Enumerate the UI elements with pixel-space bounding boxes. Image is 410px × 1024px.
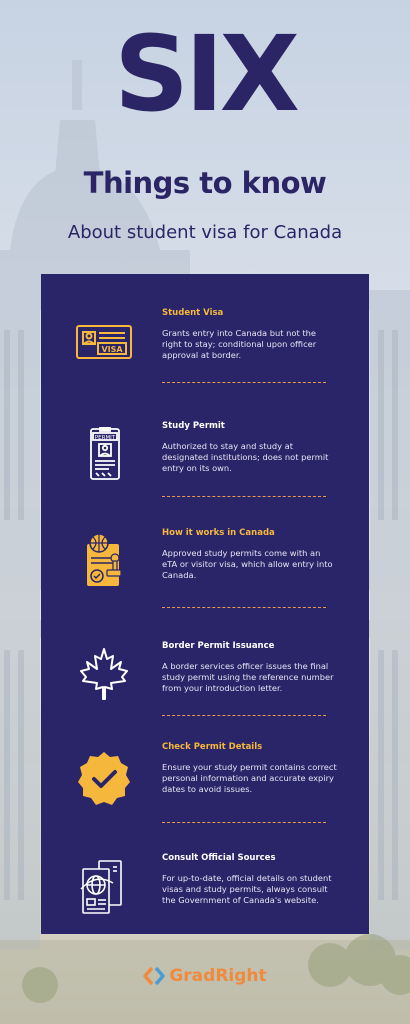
permit-card-icon [69, 427, 139, 491]
item-description: A border services officer issues the final study permit using the reference number from your introduction letter. [162, 661, 334, 694]
item-description: For up-to-date, official details on student visas and study permits, always consult the Government of Canada's website. [162, 873, 332, 906]
list-item-how-it-works [41, 528, 369, 636]
list-item-official-sources [41, 853, 369, 961]
list-item-check-permit [41, 742, 369, 850]
info-panel [41, 274, 369, 934]
item-description: Approved study permits come with an eTA or visitor visa, which allow entry into Canada. [162, 548, 333, 581]
divider [162, 382, 326, 383]
divider [162, 496, 326, 497]
gradright-logo-icon [143, 966, 165, 986]
brand-name: GradRight [169, 966, 267, 986]
visa-card-icon [69, 314, 139, 378]
verified-badge-icon [69, 748, 139, 812]
item-description: Authorized to stay and study at designated institutions; does not permit entry on its own. [162, 441, 329, 474]
divider [162, 822, 326, 823]
item-title: Check Permit Details [162, 742, 263, 752]
document-stamp-icon [69, 534, 139, 598]
headline-title: Things to know [83, 166, 327, 200]
list-item-study-permit [41, 421, 369, 529]
item-description: Ensure your study permit contains correct personal information and accurate expiry dates to avoid issues. [162, 762, 337, 795]
item-title: Consult Official Sources [162, 853, 276, 863]
item-title: Student Visa [162, 308, 224, 318]
headline-subtitle: About student visa for Canada [67, 222, 343, 243]
list-item-student-visa [41, 308, 369, 416]
divider [162, 715, 326, 716]
item-title: Study Permit [162, 421, 225, 431]
item-title: Border Permit Issuance [162, 641, 275, 651]
headline-number: SIX [114, 13, 296, 135]
globe-documents-icon [69, 859, 139, 923]
svg-text:VISA: VISA [101, 345, 123, 354]
maple-leaf-icon [69, 647, 139, 711]
brand-logo [0, 966, 410, 990]
list-item-border-permit [41, 641, 369, 749]
divider [162, 607, 326, 608]
item-title: How it works in Canada [162, 528, 275, 538]
svg-text:PERMIT: PERMIT [94, 435, 116, 441]
item-description: Grants entry into Canada but not the right to stay; conditional upon officer approval at border. [162, 328, 317, 361]
